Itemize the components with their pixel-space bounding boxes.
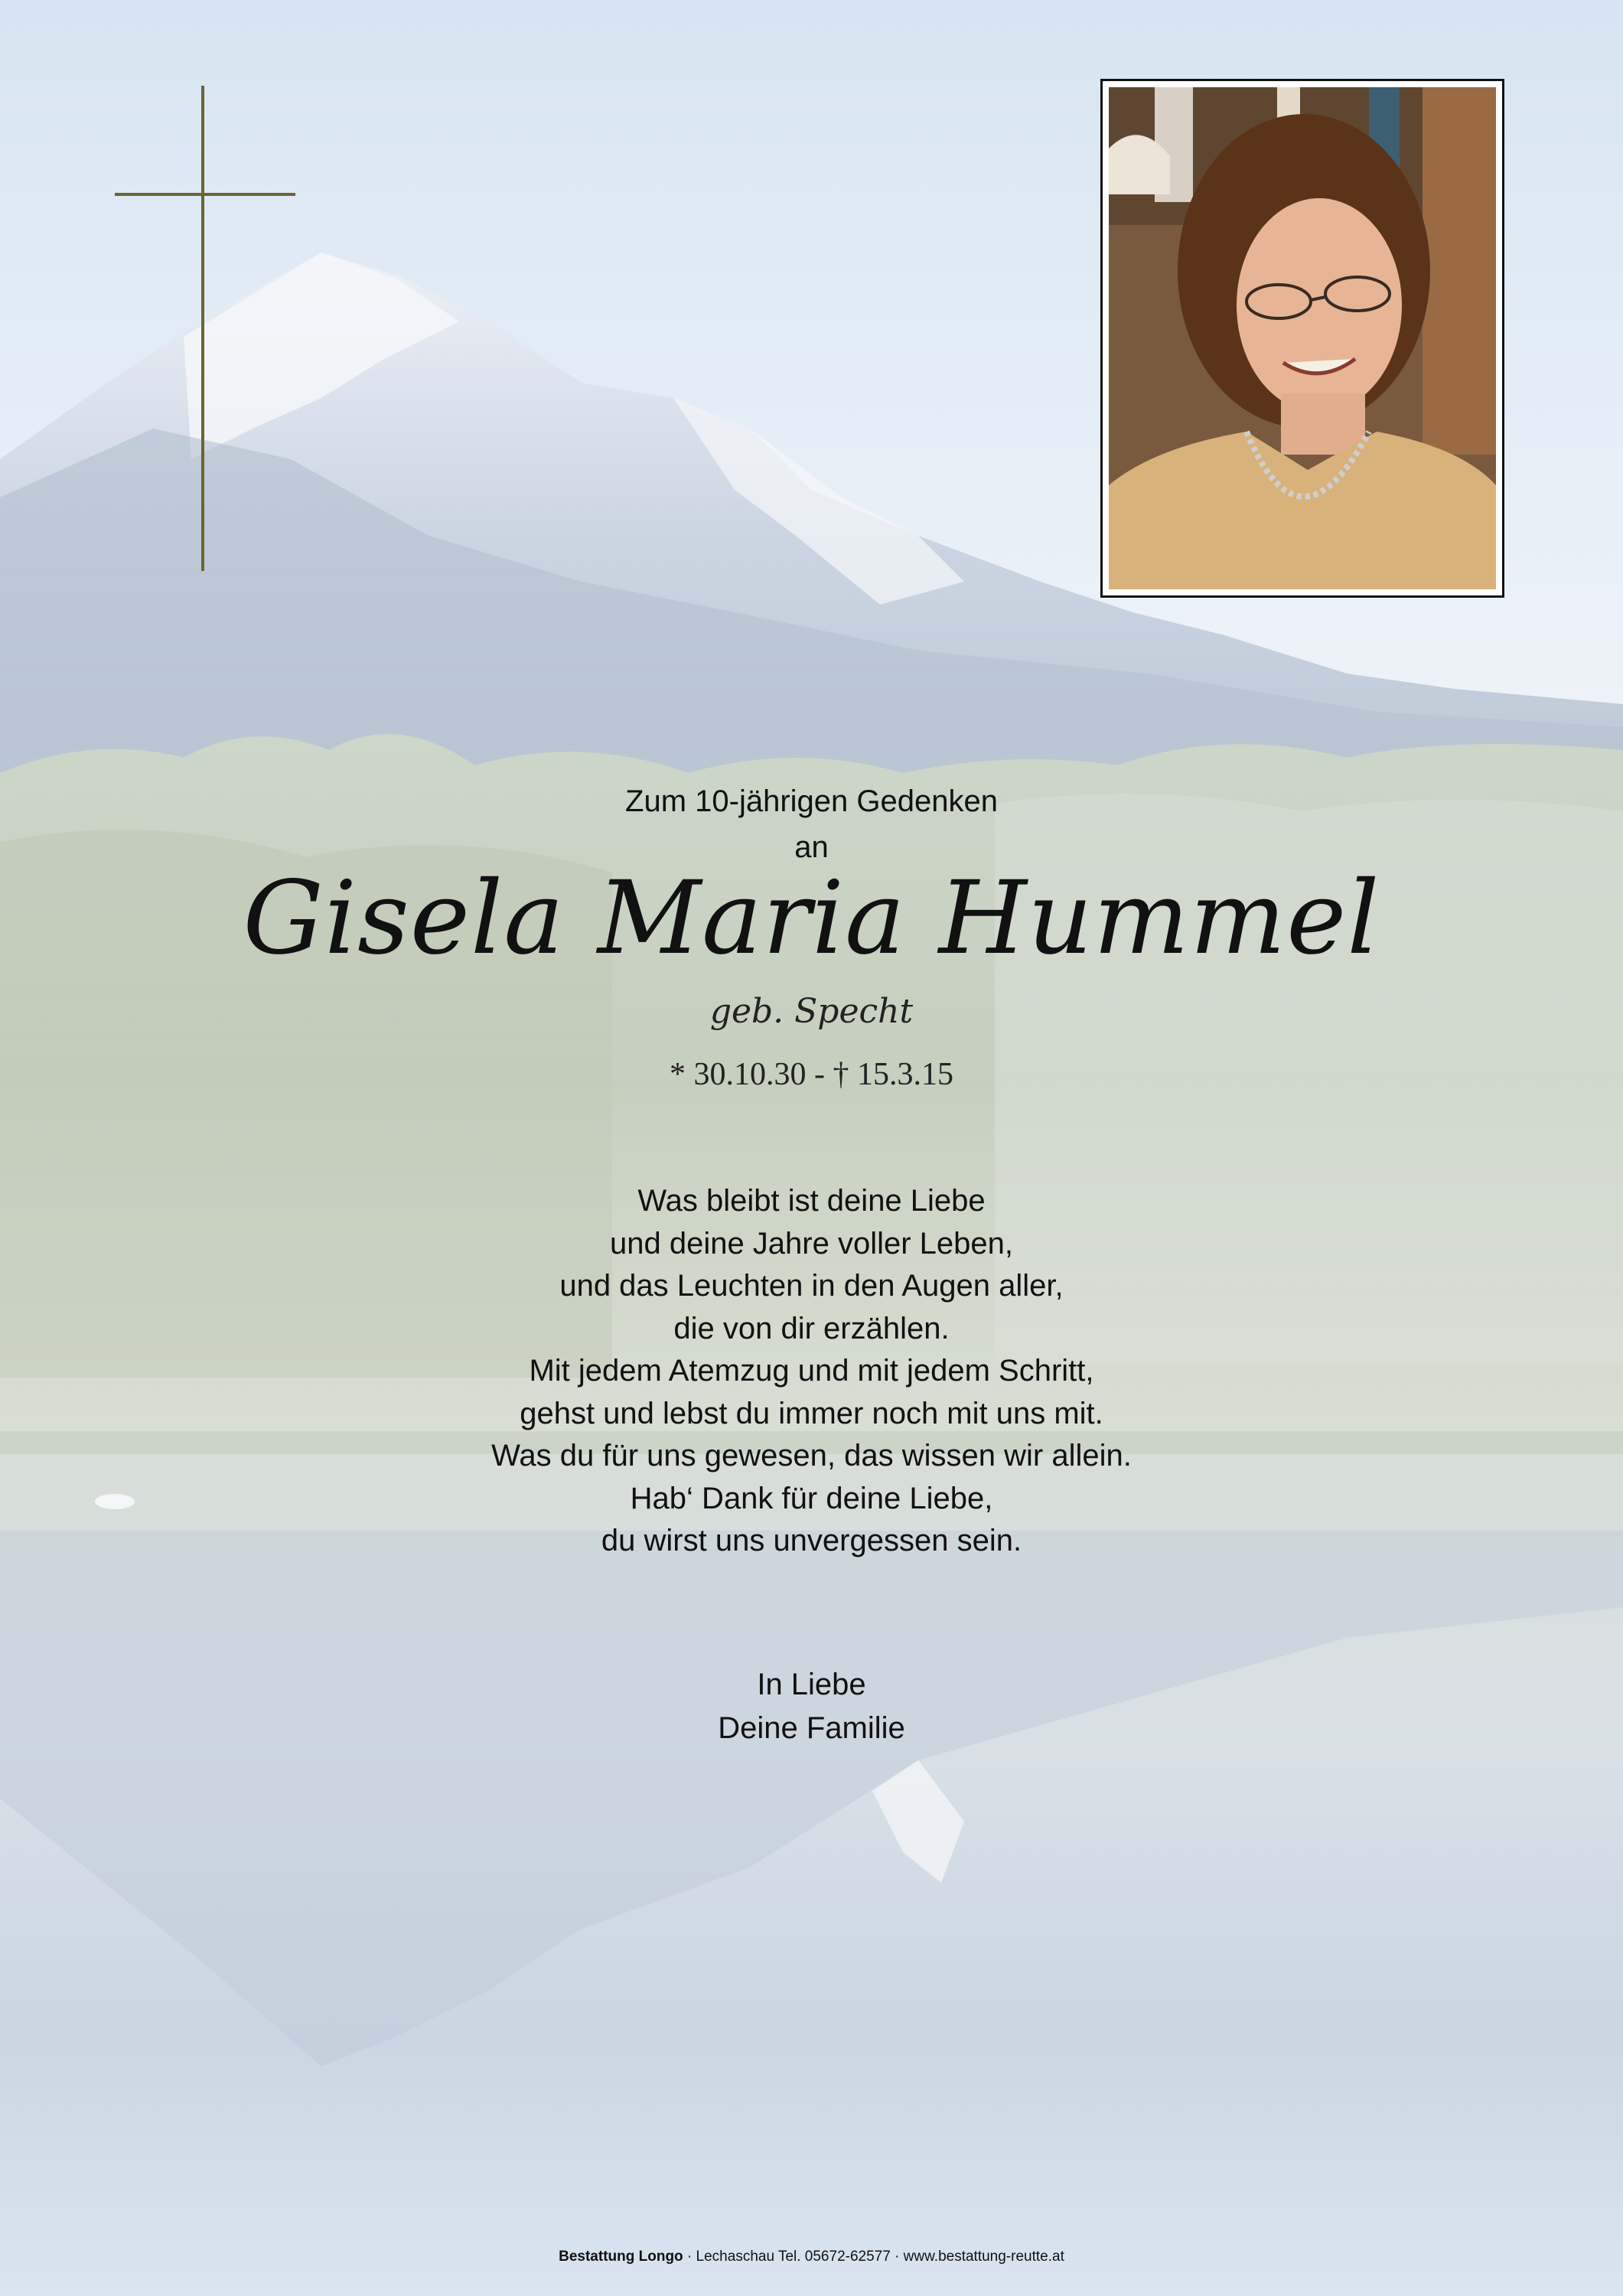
life-dates: * 30.10.30 - † 15.3.15 [670,1057,953,1092]
poem-line: Was bleibt ist deine Liebe [637,1184,986,1218]
footer-separator: · [683,2249,696,2265]
intro-line-2: an [794,830,829,864]
poem-line: gehst und lebst du immer noch mit uns mit. [520,1396,1103,1430]
maiden-name: geb. Specht [709,992,914,1031]
closing-signature [0,1663,1623,1750]
latin-cross-icon [115,86,295,571]
footer-funeral-home [0,2246,1623,2268]
portrait-frame [1100,79,1504,598]
closing-line-1: In Liebe [757,1668,866,1701]
portrait-photo [1109,87,1496,589]
deceased-name: Gisela Maria Hummel [243,859,1380,977]
memorial-intro [0,778,1623,870]
footer-details: Lechaschau Tel. 05672-62577 · www.bestattung-reutte.at [696,2249,1064,2265]
intro-line-1: Zum 10-jährigen Gedenken [625,784,998,818]
poem-line: Mit jedem Atemzug und mit jedem Schritt, [529,1354,1094,1388]
poem-line: und das Leuchten in den Augen aller, [559,1269,1064,1303]
poem-line: du wirst uns unvergessen sein. [601,1524,1022,1557]
poem-line: Was du für uns gewesen, das wissen wir allein. [491,1439,1132,1473]
memorial-poem [0,1180,1623,1563]
poem-line: Hab‘ Dank für deine Liebe, [630,1481,993,1515]
poem-line: die von dir erzählen. [673,1311,950,1345]
footer-company: Bestattung Longo [559,2249,683,2265]
closing-line-2: Deine Familie [718,1711,905,1745]
poem-line: und deine Jahre voller Leben, [609,1226,1014,1261]
